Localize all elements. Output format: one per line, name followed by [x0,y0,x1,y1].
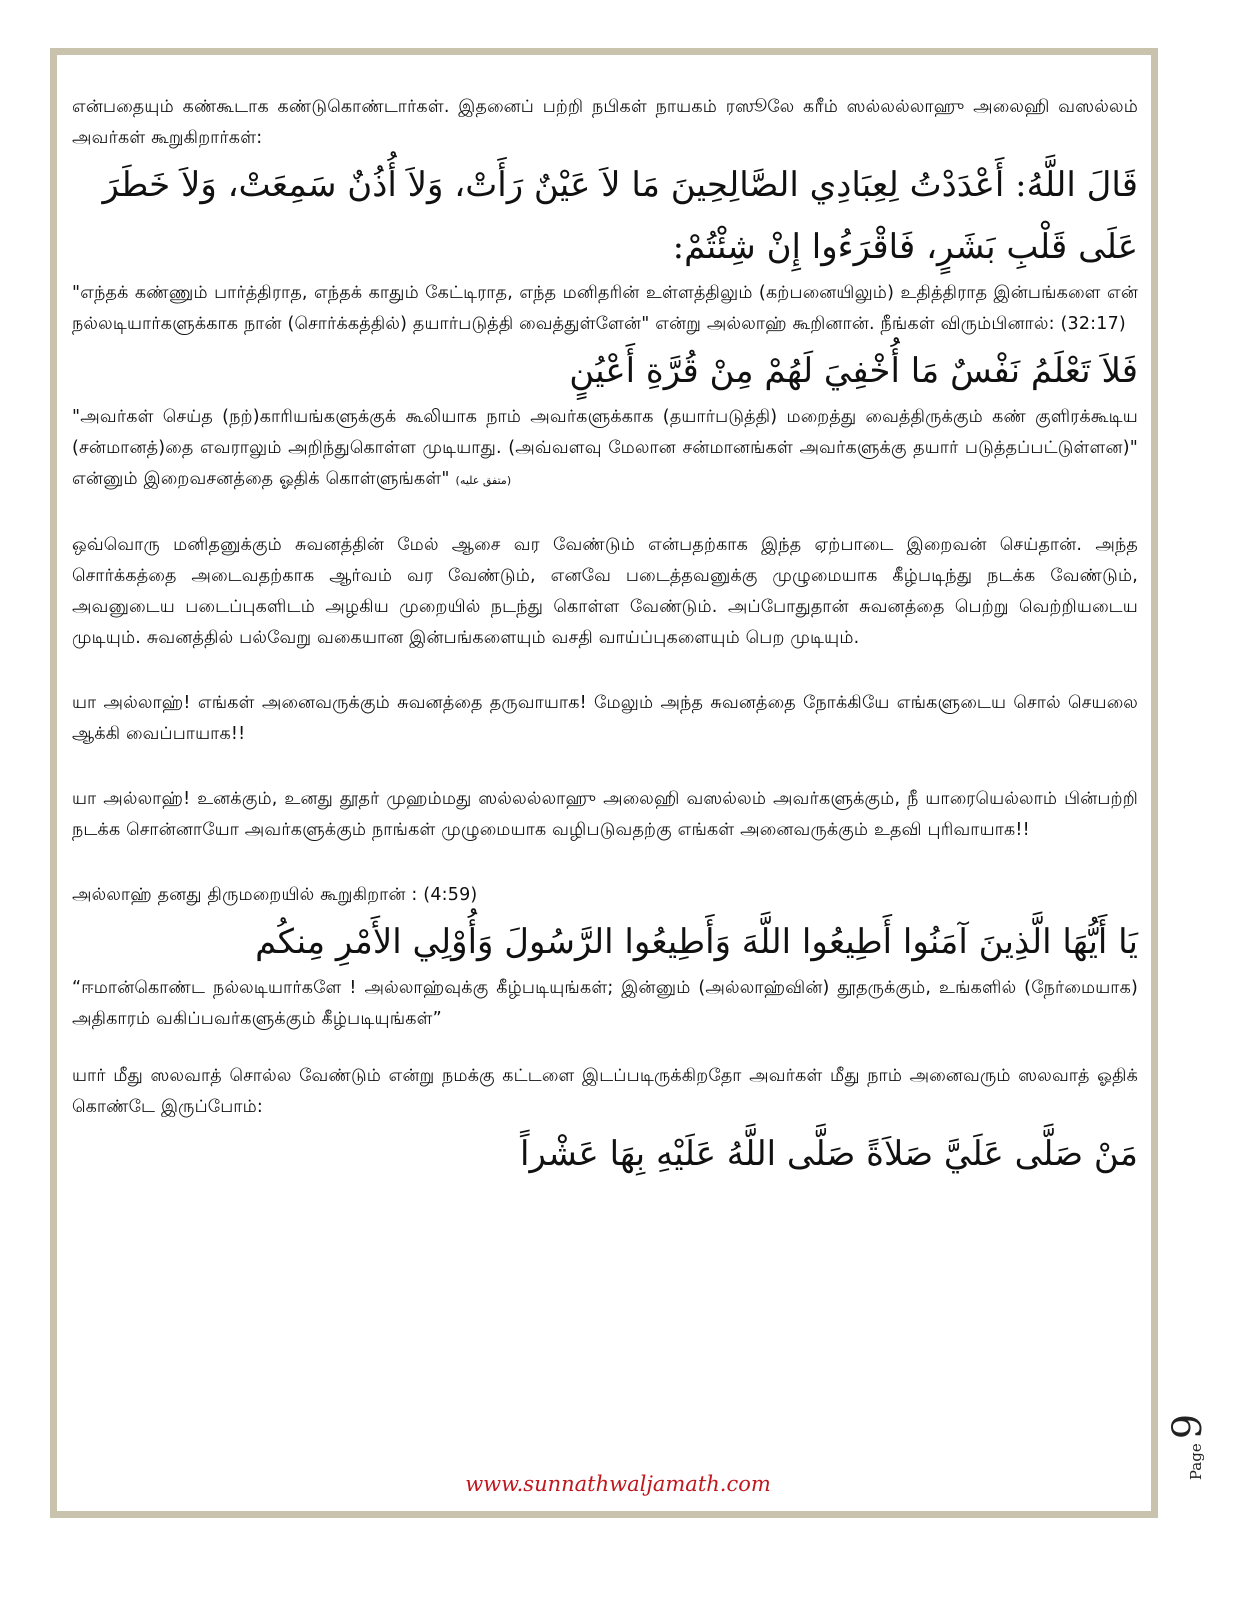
paragraph-quran-intro: அல்லாஹ் தனது திருமறையில் கூறுகிறான் : (4:59) [72,885,478,905]
verse-translation-text: "அவர்கள் செய்த (நற்)காரியங்களுக்குக் கூலியாக நாம் அவர்களுக்காக (தயார்படுத்தி) மறைத்து வைத்திருக்கும் கண் குளிரக்கூடிய (சன்மானத்)தை எவராலும் அறிந்துகொள்ள முடியாது. (அவ்வளவு மேலான சன்மானங்கள் அவர்களுக்கு தயார் படுத்தப்பட்டுள்ளன)" என்னும் இறைவசனத்தை ஓதிக் கொள்ளுங்கள்" [72,407,1138,489]
page-content [72,92,1138,1185]
paragraph-dua-paradise: யா அல்லாஹ்! எங்கள் அனைவருக்கும் சுவனத்தை தருவாயாக! மேலும் அந்த சுவனத்தை நோக்கியே எங்களுடைய சொல் செயலை ஆக்கி வைப்பாயாக!! [72,693,1138,744]
footer-website-link[interactable]: www.sunnathwaljamath.com [465,1472,771,1496]
paragraph-salawat: யார் மீது ஸலவாத் சொல்ல வேண்டும் என்று நமக்கு கட்டளை இடப்படிருக்கிறதோ அவர்கள் மீது நாம் அனைவரும் ஸலவாத் ஓதிக் கொண்டே இருப்போம்: [72,1066,1138,1117]
paragraph-paradise-desire: ஒவ்வொரு மனிதனுக்கும் சுவனத்தின் மேல் ஆசை வர வேண்டும் என்பதற்காக இந்த ஏற்பாடை இறைவன் செய்தான். அந்த சொர்க்கத்தை அடைவதற்காக ஆர்வம் வர வேண்டும், எனவே படைத்தவனுக்கு முழுமையாக கீழ்படிந்து நடக்க வேண்டும், அவனுடைய படைப்புகளிடம் அழகிய முறையில் நடந்து கொள்ள வேண்டும். அப்போதுதான் சுவனத்தை பெற்று வெற்றியடைய முடியும். சுவனத்தில் பல்வேறு வகையான இன்பங்களையும் வசதி வாய்ப்புகளையும் பெற முடியும். [72,535,1138,648]
arabic-verse-32-17: فَلاَ تَعْلَمُ نَفْسٌ مَا أُخْفِيَ لَهُمْ مِنْ قُرَّةِ أَعْيُنٍ [569,351,1138,391]
paragraph-hadith-translation: "எந்தக் கண்ணும் பார்த்திராத, எந்தக் காதும் கேட்டிராத, எந்த மனிதரின் உள்ளத்திலும் (கற்பனையிலும்) உதித்திராத இன்பங்களை என் நல்லடியார்களுக்காக நான் (சொர்க்கத்தில்) தயார்படுத்தி வைத்துள்ளேன்" என்று அல்லாஹ் கூறினான். நீங்கள் விரும்பினால்: (32:17) [72,283,1138,334]
paragraph-verse-translation [72,402,1138,496]
page-number: 9 [1165,1413,1211,1440]
page-word: Page [1187,1443,1205,1481]
paragraph-obedience-translation: “ஈமான்கொண்ட நல்லடியார்களே ! அல்லாஹ்வுக்கு கீழ்படியுங்கள்; இன்னும் (அல்லாஹ்வின்) தூதருக்கும், உங்களில் (நேர்மையாக) அதிகாரம் வகிப்பவர்களுக்கும் கீழ்படியுங்கள்” [72,978,1138,1029]
arabic-salawat-hadith: مَنْ صَلَّى عَلَيَّ صَلاَةً صَلَّى اللَّهُ عَلَيْهِ بِهَا عَشْراً [520,1134,1138,1174]
paragraph-intro: என்பதையும் கண்கூடாக கண்டுகொண்டார்கள். இதனைப் பற்றி நபிகள் நாயகம் ரஸூலே கரீம் ஸல்லல்லாஹு அலைஹி வஸல்லம் அவர்கள் கூறுகிறார்கள்: [72,97,1138,148]
arabic-hadith-qudsi: قَالَ اللَّهُ: أَعْدَدْتُ لِعِبَادِي الصَّالِحِينَ مَا لاَ عَيْنٌ رَأَتْ، وَلاَ أُذُنٌ سَمِعَتْ، وَلاَ خَطَرَ عَلَى قَلْبِ بَشَرٍ، فَاقْرَءُوا إِنْ شِئْتُمْ: [102,165,1138,267]
paragraph-dua-obedience: யா அல்லாஹ்! உனக்கும், உனது தூதர் முஹம்மது ஸல்லல்லாஹு அலைஹி வஸல்லம் அவர்களுக்கும், நீ யாரையெல்லாம் பின்பற்றி நடக்க சொன்னாயோ அவர்களுக்கும் நாங்கள் முழுமையாக வழிபடுவதற்கு எங்கள் அனைவருக்கும் உதவி புரிவாயாக!! [72,789,1138,840]
arabic-verse-4-59: يَا أَيُّهَا الَّذِينَ آمَنُوا أَطِيعُوا اللَّهَ وَأَطِيعُوا الرَّسُولَ وَأُوْلِي الأَمْرِ مِنكُم [255,922,1138,962]
hadith-reference: (متفق عليه) [455,474,512,487]
